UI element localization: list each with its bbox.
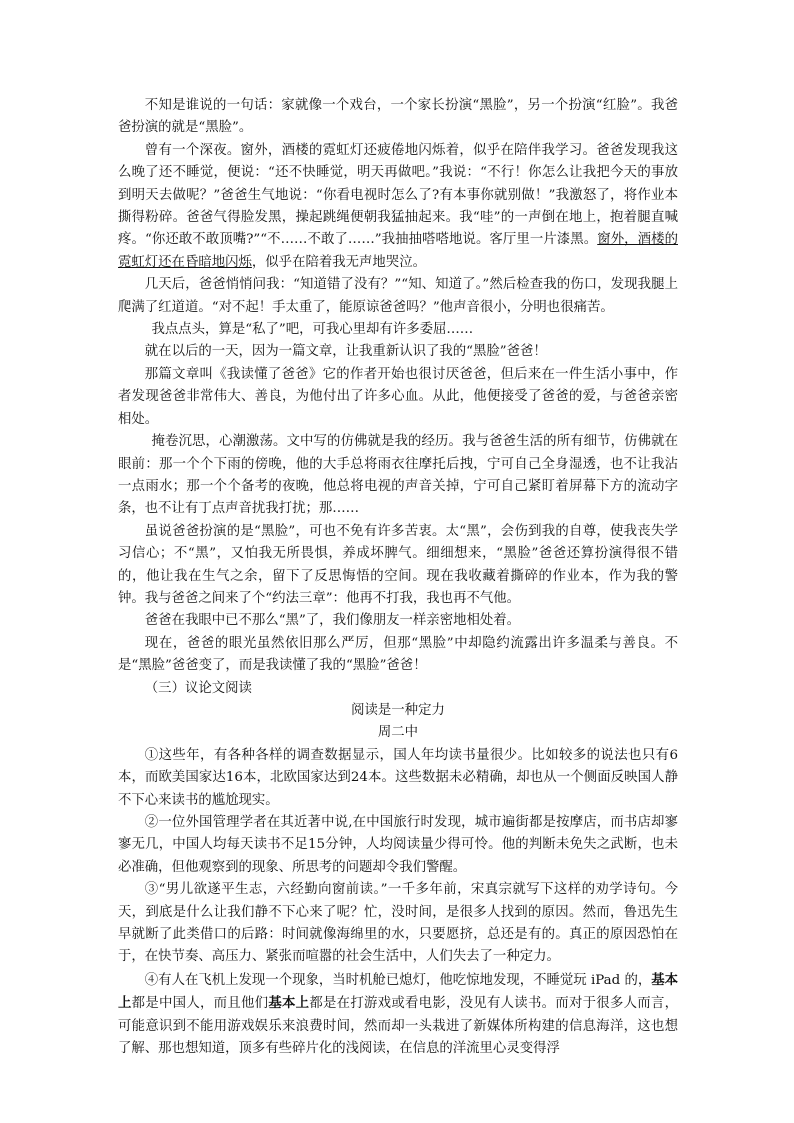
paragraph: 几天后，爸爸悄悄问我：“知道错了没有？”“知、知道了。”然后检查我的伤口，发现我腿上爬满了红道道。“对不起！手太重了，能原谅爸爸吗？”他声音很小，分明也很痛苦。 xyxy=(118,277,678,315)
paragraph-text: 都是在打游戏或看电影，没见有人读书。而对于很多人而言，可能意识到不能用游戏娱乐来浪费时间，然而却一头栽进了新媒体所构建的信息海洋，这也想了解、那也想知道，顶多有些碎片化的浅阅读，在信息的洋流里心灵变得浮 xyxy=(118,996,679,1057)
paragraph: 不知是谁说的一句话：家就像一个戏台，一个家长扮演“黑脸”，另一个扮演“红脸”。我爸爸扮演的就是“黑脸”。 xyxy=(118,98,678,136)
article-author: 周二中 xyxy=(377,725,419,741)
article-paragraph: ①这些年，有各种各样的调查数据显示，国人年均读书量很少。比如较多的说法也只有6本，而欧美国家达16本，北欧国家达到24本。这些数据未必精确，却也从一个侧面反映国人静不下心来读书的尴尬现实。 xyxy=(118,747,678,808)
bold-phrase: 基本上 xyxy=(268,995,310,1012)
paragraph: 虽说爸爸扮演的是“黑脸”，可也不免有许多苦衷。太“黑”，会伤到我的自尊，使我丧失学习信心；不“黑”，又怕我无所畏惧，养成坏脾气。细细想来，“黑脸”爸爸还算扮演得很不错的，他让我在生气之余，留下了反思悔悟的空间。现在我收藏着撕碎的作业本，作为我的警钟。我与爸爸之间来了个“约法三章”：他再不打我，我也再不气他。 xyxy=(118,523,678,606)
underlined-sentence: 窗外，酒楼的霓虹灯还在昏暗地闪烁 xyxy=(118,232,678,270)
paragraph-text: 都是中国人，而且他们 xyxy=(131,996,269,1012)
paragraph-text: ，似乎在陪着我无声地哭泣。 xyxy=(251,254,426,270)
bold-phrase: 基本上 xyxy=(118,971,679,1012)
paragraph-text: 曾有一个深夜。窗外，酒楼的霓虹灯还疲倦地闪烁着，似乎在陪伴我学习。爸爸发现我这么晚了还不睡觉，便说：“还不快睡觉，明天再做吧。”我说：“不行！你怎么让我把今天的事放到明天去做呢？”爸爸生气地说：“你看电视时怎么了?有本事你就别做！”我激怒了，将作业本撕得粉碎。爸爸气得脸发黑，操起跳绳便朝我猛抽起来。我“哇”的一声倒在地上，抱着腿直喊疼。“你还敢不敢顶嘴?”“不……不敢了……”我抽抽嗒嗒地说。客厅里一片漆黑。 xyxy=(118,142,678,248)
article-title: 阅读是一种定力 xyxy=(351,702,445,718)
paragraph: 现在，爸爸的眼光虽然依旧那么严厉，但那“黑脸”中却隐约流露出许多温柔与善良。不是“黑脸”爸爸变了，而是我读懂了我的“黑脸”爸爸！ xyxy=(118,635,678,674)
paragraph: 那篇文章叫《我读懂了爸爸》它的作者开始也很讨厌爸爸，但后来在一件生活小事中，作者发现爸爸非常伟大、善良，为他付出了许多心血。从此，他便接受了爸爸的爱，与爸爸亲密相处。 xyxy=(118,366,678,427)
paragraph: 爸爸在我眼中已不那么“黑”了，我们像朋友一样亲密地相处着。 xyxy=(144,613,521,629)
section-heading: （三）议论文阅读 xyxy=(144,680,252,696)
paragraph: 就在以后的一天，因为一篇文章，让我重新认识了我的“黑脸”爸爸！ xyxy=(144,344,547,360)
paragraph-text: ④有人在飞机上发现一个现象，当时机舱已熄灯，他吃惊地发现，不睡觉玩 iPad 的， xyxy=(144,972,652,988)
paragraph: 掩卷沉思，心潮激荡。文中写的仿佛就是我的经历。我与爸爸生活的所有细节，仿佛就在眼前：那一个个下雨的傍晚，他的大手总将雨衣往摩托后拽，宁可自己全身湿透，也不让我沾一点雨水；那一个个备考的夜晚，他总将电视的声音关掉，宁可自己紧盯着屏幕下方的流动字条，也不让有丁点声音扰我打扰；那…… xyxy=(118,434,678,517)
article-paragraph xyxy=(118,969,678,1061)
article-paragraph: ②一位外国管理学者在其近著中说,在中国旅行时发现，城市遍街都是按摩店，而书店却寥寥无几，中国人均每天读书不足15分钟，人均阅读量少得可怜。他的判断未免失之武断，也未必准确，但他观察到的现象、所思考的问题却令我们警醒。 xyxy=(118,815,678,875)
paragraph: 我点点头，算是“私了”吧，可我心里却有许多委屈…… xyxy=(151,322,474,338)
paragraph xyxy=(118,140,678,274)
article-paragraph: ③“男儿欲遂平生志，六经勤向窗前读。”一千多年前，宋真宗就写下这样的劝学诗句。今天，到底是什么让我们静不下心来了呢？忙，没时间，是很多人找到的原因。然而，鲁迅先生早就断了此类借口的后路：时间就像海绵里的水，只要愿挤，总还是有的。真正的原因恐怕在于，在快节奏、高压力、紧张而喧嚣的社会生活中，人们失去了一种定力。 xyxy=(118,882,678,965)
document-page xyxy=(118,95,678,1060)
